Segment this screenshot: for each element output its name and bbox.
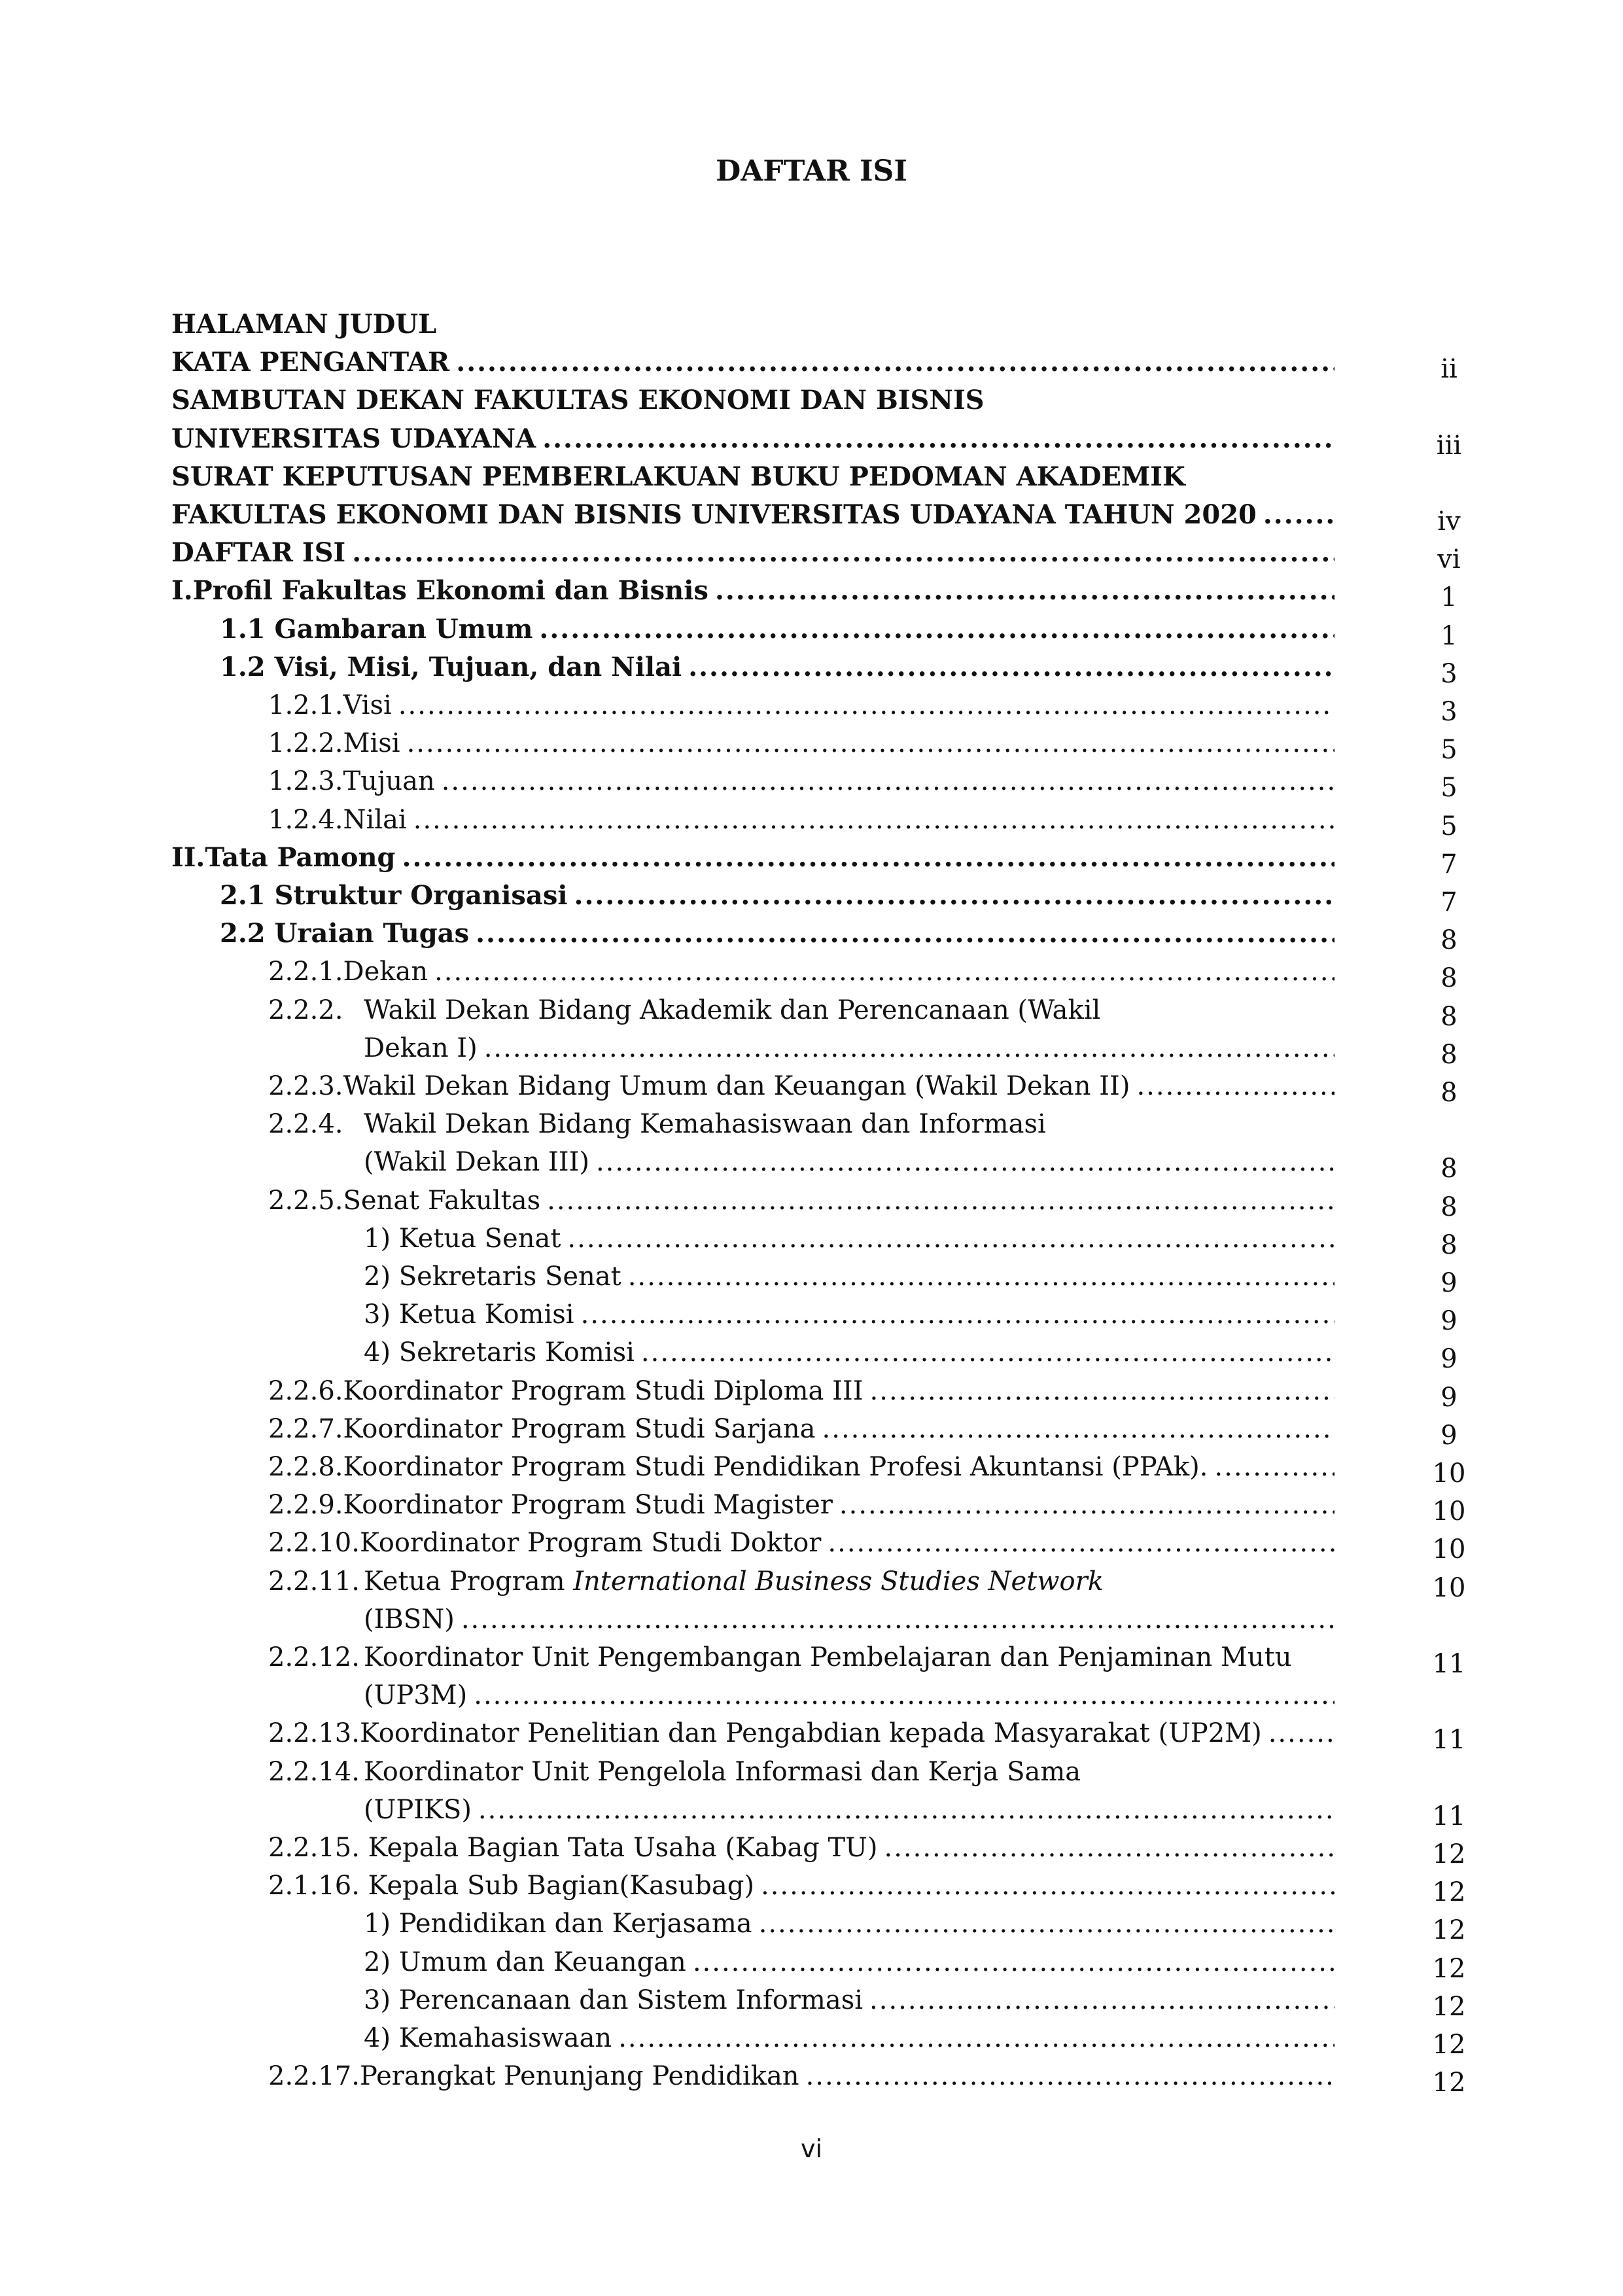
- toc-dot-leader: [413, 803, 1335, 837]
- toc-entry-number: 2.2.9.: [268, 1490, 343, 1520]
- toc-entry-label: UNIVERSITAS UDAYANA: [171, 423, 536, 454]
- toc-entry: [364, 1260, 1335, 1294]
- toc-page-number: 12: [1432, 2030, 1466, 2060]
- toc-dot-leader: [539, 612, 1335, 646]
- toc-page-number: 12: [1432, 1877, 1466, 1907]
- toc-entry: [364, 1678, 1335, 1712]
- toc-entry-number: 2.2.7.: [268, 1414, 343, 1444]
- toc-dot-leader: [828, 1526, 1335, 1560]
- toc-entry-label: 3) Perencanaan dan Sistem Informasi: [364, 1985, 864, 2015]
- toc-page-number: 5: [1440, 735, 1457, 765]
- toc-entry-label: Koordinator Program Studi Magister: [343, 1490, 833, 1520]
- toc-page-number: 10: [1432, 1496, 1466, 1527]
- toc-dot-leader: [456, 345, 1335, 380]
- toc-dot-leader: [352, 536, 1335, 570]
- toc-entry-label: Tujuan: [343, 766, 435, 796]
- toc-entry-number: 2.2.6.: [268, 1376, 343, 1406]
- toc-dot-leader: [402, 841, 1335, 875]
- toc-page-number: 8: [1440, 925, 1457, 955]
- toc-entry: [364, 1335, 1335, 1369]
- toc-entry: [220, 650, 1335, 684]
- toc-entry-number: 1.2.3.: [268, 766, 343, 796]
- toc-entry-number: 2.2.5.: [268, 1186, 343, 1216]
- toc-page-number: 11: [1432, 1725, 1466, 1755]
- toc-entry: [364, 2021, 1335, 2055]
- toc-entry-label: Wakil Dekan Bidang Akademik dan Perencanaan (Wakil: [364, 995, 1101, 1025]
- toc-entry: [268, 1488, 1335, 1522]
- toc-page-number: 9: [1440, 1306, 1457, 1336]
- toc-page-number: 8: [1440, 1192, 1457, 1222]
- toc-page-number: 9: [1440, 1383, 1457, 1413]
- toc-entry-label: Perangkat Penunjang Pendidikan: [359, 2061, 799, 2091]
- toc-entry: [268, 993, 1335, 1027]
- toc-page-number: 9: [1440, 1421, 1457, 1451]
- toc-entry-label: (UPIKS): [364, 1795, 472, 1825]
- toc-entry-label: 4) Kemahasiswaan: [364, 2023, 612, 2053]
- toc-entry: [364, 1145, 1335, 1179]
- toc-entry-label: (Wakil Dekan III): [364, 1147, 589, 1177]
- toc-entry: [268, 1526, 1335, 1560]
- toc-entry: [268, 688, 1335, 722]
- toc-entry: [220, 612, 1335, 646]
- toc-entry: [268, 764, 1335, 798]
- toc-entry: [171, 841, 1335, 875]
- toc-entry-label: Koordinator Program Studi Diploma III: [343, 1376, 864, 1406]
- toc-entry-label: Koordinator Program Studi Doktor: [359, 1528, 822, 1558]
- toc-dot-leader: [476, 917, 1335, 951]
- toc-entry-number: 2.2.12.: [268, 1642, 360, 1672]
- toc-entry-number: 2.2.14.: [268, 1757, 360, 1787]
- toc-entry: [171, 574, 1335, 608]
- toc-entry-label: Senat Fakultas: [343, 1186, 541, 1216]
- toc-dot-leader: [839, 1488, 1335, 1522]
- toc-page-number: 8: [1440, 1002, 1457, 1032]
- toc-entry-label: Dekan: [343, 957, 428, 987]
- toc-entry-label: 2.1 Struktur Organisasi: [220, 880, 568, 911]
- toc-entry: [171, 345, 1335, 380]
- toc-page-number: 5: [1440, 811, 1457, 841]
- toc-entry: [268, 1831, 1335, 1865]
- toc-page-number: 8: [1440, 1078, 1457, 1108]
- toc-dot-leader: [688, 650, 1335, 684]
- toc-entry-label-italic: International Business Studies Network: [573, 1566, 1104, 1597]
- toc-page-number: 9: [1440, 1268, 1457, 1298]
- toc-entry: [268, 1450, 1335, 1484]
- toc-entry-label: 1.2 Visi, Misi, Tujuan, dan Nilai: [220, 652, 682, 682]
- toc-dot-leader: [869, 1983, 1335, 2017]
- toc-dot-leader: [574, 879, 1335, 913]
- toc-entry: [220, 879, 1335, 913]
- toc-entry-label: Nilai: [343, 805, 407, 835]
- toc-entry: [364, 1907, 1335, 1941]
- toc-dot-leader: [474, 1678, 1335, 1712]
- toc-entry-label: Misi: [343, 728, 400, 758]
- toc-dot-leader: [442, 764, 1335, 798]
- toc-entry: [268, 1069, 1335, 1103]
- document-title: DAFTAR ISI: [716, 154, 907, 188]
- toc-page-number: 10: [1432, 1534, 1466, 1564]
- toc-page-number: 3: [1440, 697, 1457, 727]
- toc-entry-label: 4) Sekretaris Komisi: [364, 1337, 635, 1368]
- toc-entry-label: Koordinator Unit Pengembangan Pembelajaran dan Penjaminan Mutu: [364, 1642, 1292, 1672]
- toc-entry-label: 2.1.16. Kepala Sub Bagian(Kasubag): [268, 1871, 754, 1901]
- toc-entry: [220, 917, 1335, 951]
- toc-entry: [364, 1945, 1335, 1979]
- toc-entry: [268, 803, 1335, 837]
- page-number-footer: vi: [800, 2134, 823, 2163]
- toc-entry: [171, 460, 1335, 494]
- toc-entry: [364, 1222, 1335, 1256]
- toc-dot-leader: [542, 422, 1335, 456]
- toc-entry-number: 1.2.4.: [268, 805, 343, 835]
- toc-page-number: 12: [1432, 1992, 1466, 2022]
- toc-entry: [268, 955, 1335, 989]
- toc-entry-number: 1.2.1.: [268, 690, 343, 720]
- toc-entry: [364, 1602, 1335, 1636]
- toc-entry: [268, 2059, 1335, 2093]
- toc-page-number: 12: [1432, 1915, 1466, 1945]
- toc-entry-number: 2.2.17.: [268, 2061, 360, 2091]
- toc-entry: [171, 308, 1335, 342]
- toc-entry-number: 2.2.3.: [268, 1071, 343, 1101]
- toc-entry-label: Koordinator Program Studi Sarjana: [343, 1414, 816, 1444]
- toc-page-number: 8: [1440, 1040, 1457, 1070]
- toc-page-number: iii: [1436, 431, 1462, 461]
- toc-entry-label: Koordinator Unit Pengelola Informasi dan Kerja Sama: [364, 1757, 1081, 1787]
- toc-entry: [268, 1564, 1335, 1598]
- toc-entry-label: (UP3M): [364, 1680, 468, 1710]
- toc-entry-number: 1.2.2.: [268, 728, 343, 758]
- toc-entry-label: KATA PENGANTAR: [171, 347, 450, 378]
- toc-entry-number: 2.2.1.: [268, 957, 343, 987]
- toc-entry: [268, 726, 1335, 760]
- toc-entry-label: (IBSN): [364, 1604, 455, 1634]
- toc-dot-leader: [1136, 1069, 1335, 1103]
- toc-entry-label: Tata Pamong: [205, 842, 396, 873]
- toc-entry: [171, 536, 1335, 570]
- toc-entry-number: 2.2.4.: [268, 1109, 343, 1139]
- toc-dot-leader: [693, 1945, 1335, 1979]
- toc-page-number: ii: [1440, 354, 1457, 384]
- toc-entry: [268, 1107, 1335, 1141]
- toc-dot-leader: [641, 1335, 1335, 1369]
- toc-entry-label: Wakil Dekan Bidang Kemahasiswaan dan Informasi: [364, 1109, 1046, 1139]
- toc-page-number: 10: [1432, 1573, 1466, 1603]
- toc-page-number: vi: [1437, 544, 1461, 574]
- toc-entry: [171, 422, 1335, 456]
- toc-page-number: 8: [1440, 1230, 1457, 1260]
- toc-dot-leader: [759, 1907, 1335, 1941]
- toc-entry-label: 1) Pendidikan dan Kerjasama: [364, 1909, 752, 1939]
- toc-entry-label: FAKULTAS EKONOMI DAN BISNIS UNIVERSITAS UDAYANA TAHUN 2020: [171, 499, 1257, 530]
- toc-page-number: 1: [1440, 582, 1457, 612]
- toc-page-number: 3: [1440, 659, 1457, 689]
- toc-entry-label: SAMBUTAN DEKAN FAKULTAS EKONOMI DAN BISNIS: [171, 385, 985, 415]
- toc-page-number: iv: [1437, 506, 1461, 537]
- toc-page-number: 12: [1432, 1839, 1466, 1869]
- toc-page-number: 9: [1440, 1344, 1457, 1374]
- toc-entry-label: 3) Ketua Komisi: [364, 1299, 574, 1330]
- toc-dot-leader: [761, 1869, 1335, 1903]
- toc-dot-leader: [434, 955, 1335, 989]
- toc-entry: [364, 1031, 1335, 1065]
- toc-dot-leader: [806, 2059, 1335, 2093]
- toc-entry-label: Visi: [343, 690, 392, 720]
- toc-dot-leader: [478, 1793, 1335, 1827]
- toc-entry: [268, 1412, 1335, 1446]
- toc-dot-leader: [596, 1145, 1335, 1179]
- toc-entry-label: Ketua Program International Business Studies Network: [364, 1566, 1104, 1597]
- toc-dot-leader: [870, 1374, 1335, 1408]
- toc-entry-label: Koordinator Penelitian dan Pengabdian kepada Masyarakat (UP2M): [359, 1718, 1262, 1748]
- toc-entry: [268, 1184, 1335, 1218]
- toc-entry: [268, 1869, 1335, 1903]
- toc-dot-leader: [822, 1412, 1335, 1446]
- toc-entry-number: I.: [171, 575, 193, 606]
- toc-page-number: 10: [1432, 1458, 1466, 1489]
- toc-page-number: 7: [1440, 849, 1457, 879]
- toc-page-number: 12: [1432, 2068, 1466, 2098]
- toc-entry-label: HALAMAN JUDUL: [171, 309, 437, 340]
- toc-dot-leader: [1263, 498, 1335, 532]
- toc-dot-leader: [407, 726, 1335, 760]
- toc-entry-label: 2) Umum dan Keuangan: [364, 1947, 686, 1977]
- toc-dot-leader: [581, 1298, 1335, 1332]
- toc-entry-label: Koordinator Program Studi Pendidikan Profesi Akuntansi (PPAk).: [343, 1452, 1208, 1482]
- toc-entry-label: 2) Sekretaris Senat: [364, 1262, 621, 1292]
- toc-entry-label: 2.2 Uraian Tugas: [220, 918, 470, 949]
- toc-dot-leader: [567, 1222, 1335, 1256]
- toc-entry: [268, 1640, 1335, 1674]
- toc-page-number: 11: [1432, 1801, 1466, 1831]
- toc-entry-label: Wakil Dekan Bidang Umum dan Keuangan (Wakil Dekan II): [343, 1071, 1130, 1101]
- toc-page-number: 1: [1440, 621, 1457, 651]
- toc-entry-number: 2.2.10.: [268, 1528, 360, 1558]
- toc-page-number: 5: [1440, 773, 1457, 803]
- toc-dot-leader: [547, 1184, 1335, 1218]
- toc-page-number: 8: [1440, 1154, 1457, 1184]
- toc-page-number: 7: [1440, 887, 1457, 917]
- toc-entry-number: II.: [171, 842, 205, 873]
- toc-entry-label: 2.2.15. Kepala Bagian Tata Usaha (Kabag TU): [268, 1833, 878, 1863]
- toc-entry-label: DAFTAR ISI: [171, 537, 346, 568]
- toc-entry: [364, 1793, 1335, 1827]
- toc-dot-leader: [484, 1031, 1335, 1065]
- toc-entry: [268, 1716, 1335, 1750]
- toc-dot-leader: [884, 1831, 1335, 1865]
- toc-page-number: 12: [1432, 1954, 1466, 1984]
- toc-entry-label: Profil Fakultas Ekonomi dan Bisnis: [192, 575, 708, 606]
- toc-entry-number: 2.2.13.: [268, 1718, 360, 1748]
- toc-entry-label: 1) Ketua Senat: [364, 1224, 561, 1254]
- toc-entry-number: 2.2.2.: [268, 995, 343, 1025]
- toc-dot-leader: [715, 574, 1335, 608]
- toc-entry: [171, 498, 1335, 532]
- toc-entry: [268, 1374, 1335, 1408]
- toc-entry-label: 1.1 Gambaran Umum: [220, 614, 533, 645]
- toc-dot-leader: [1268, 1716, 1335, 1750]
- toc-entry-number: 2.2.11.: [268, 1566, 360, 1597]
- toc-dot-leader: [1214, 1450, 1335, 1484]
- toc-dot-leader: [461, 1602, 1335, 1636]
- toc-page-number: 11: [1432, 1649, 1466, 1679]
- toc-entry-label: SURAT KEPUTUSAN PEMBERLAKUAN BUKU PEDOMAN AKADEMIK: [171, 461, 1185, 492]
- toc-dot-leader: [618, 2021, 1335, 2055]
- toc-page-number: 8: [1440, 963, 1457, 993]
- toc-entry: [364, 1298, 1335, 1332]
- toc-dot-leader: [628, 1260, 1335, 1294]
- toc-entry-number: 2.2.8.: [268, 1452, 343, 1482]
- toc-entry: [268, 1755, 1335, 1789]
- toc-entry: [364, 1983, 1335, 2017]
- toc-entry-label: Dekan I): [364, 1033, 478, 1063]
- toc-entry: [171, 383, 1335, 417]
- toc-dot-leader: [398, 688, 1335, 722]
